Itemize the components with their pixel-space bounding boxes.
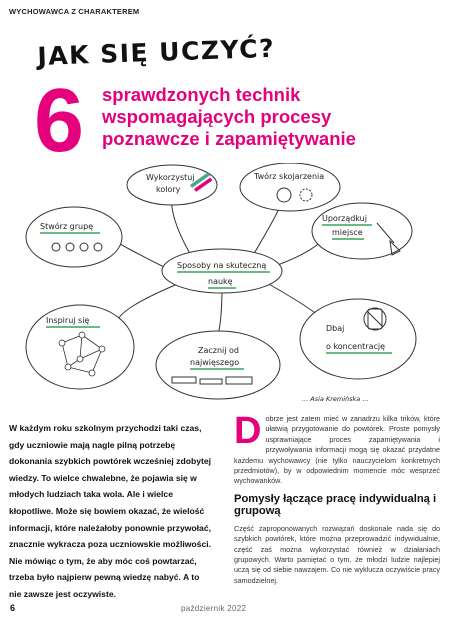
signature: ... Asia Kremińska ...: [302, 395, 369, 403]
subtitle-line: wspomagających procesy: [102, 106, 332, 127]
center-bubble: [162, 249, 282, 293]
node-bubble: [240, 163, 340, 211]
center-label: Sposoby na skuteczną: [177, 261, 267, 270]
issue-date: październik 2022: [181, 604, 247, 613]
node-bubble: [26, 207, 122, 267]
node-label: kolory: [156, 185, 181, 194]
node-label: Twórz skojarzenia: [254, 172, 325, 181]
intro-paragraph: [234, 410, 440, 487]
body-paragraph: Część zaproponowanych rozwiązań doskonale nada się do szybkich powtórek, które można przeprowadzić indywidualnie, część zaś można wykorzystać również w działaniach grupowych. Warto pamiętać o tym, że młodzi ludzie najlepiej uczą się od siebie nawzajem. Co nie wyklucza oczywiście pracy samodzielnej.: [234, 523, 440, 585]
subtitle-line: sprawdzonych technik: [102, 84, 301, 105]
node-label: Inspiruj się: [46, 316, 90, 325]
subtitle: [102, 84, 432, 150]
section-label: WYCHOWAWCA Z CHARAKTEREM: [9, 7, 140, 16]
node-label: Zacznij od: [198, 346, 240, 355]
subtitle-line: poznawcze i zapamiętywanie: [102, 128, 356, 149]
node-bubble: [300, 299, 416, 379]
page-number: 6: [10, 603, 16, 613]
body-column: [234, 410, 440, 586]
node-label: najwięszego: [190, 358, 240, 367]
node-label: Dbaj: [326, 324, 345, 333]
center-label: naukę: [208, 277, 233, 286]
node-label: o koncentrację: [326, 342, 386, 351]
node-label: Stwórz grupę: [40, 222, 94, 231]
handwritten-title: JAK SIĘ UCZYĆ?: [37, 33, 276, 71]
drop-cap: D: [234, 410, 262, 452]
section-heading: Pomysły łączące pracę indywidualną i grupową: [234, 492, 437, 518]
mind-map-illustration: [22, 163, 422, 405]
intro-text: obrze jest zatem mieć w zanadrzu kilka trików, które ułatwią przygotowanie do powtórek. Proste pomysły usprawniające proces zapamiętywania i przywoływania informacji mogą się okazać przydatne każdemu wychowawcy (nie tylko nauczycielom konkretnych przedmiotów), by w odpowiednim momencie móc wesprzeć wychowanków.: [234, 414, 440, 486]
node-label: miejsce: [332, 228, 363, 237]
node-label: Uporządkuj: [322, 214, 367, 223]
node-label: Wykorzystuj: [146, 173, 195, 182]
lead-paragraph: W każdym roku szkolnym przychodzi taki czas, gdy uczniowie mają nagle pilną potrzebę dokonania szybkich powtórek wcześniej zdobytej wiedzy. To wielce chwalebne, że pojawia się w młodych ludziach taka wola. Ale i wielce kłopotliwe. Może się bowiem okazać, że wielość informacji, które należałoby ponownie przywołać, znacznie wykracza poza uczniowskie możliwości. Nie mówiąc o tym, że aby móc coś powtarzać, trzeba było najpierw pewną wiedzę nabyć. A to nie zawsze jest oczywiste.: [9, 423, 212, 599]
big-number: 6: [34, 71, 85, 171]
